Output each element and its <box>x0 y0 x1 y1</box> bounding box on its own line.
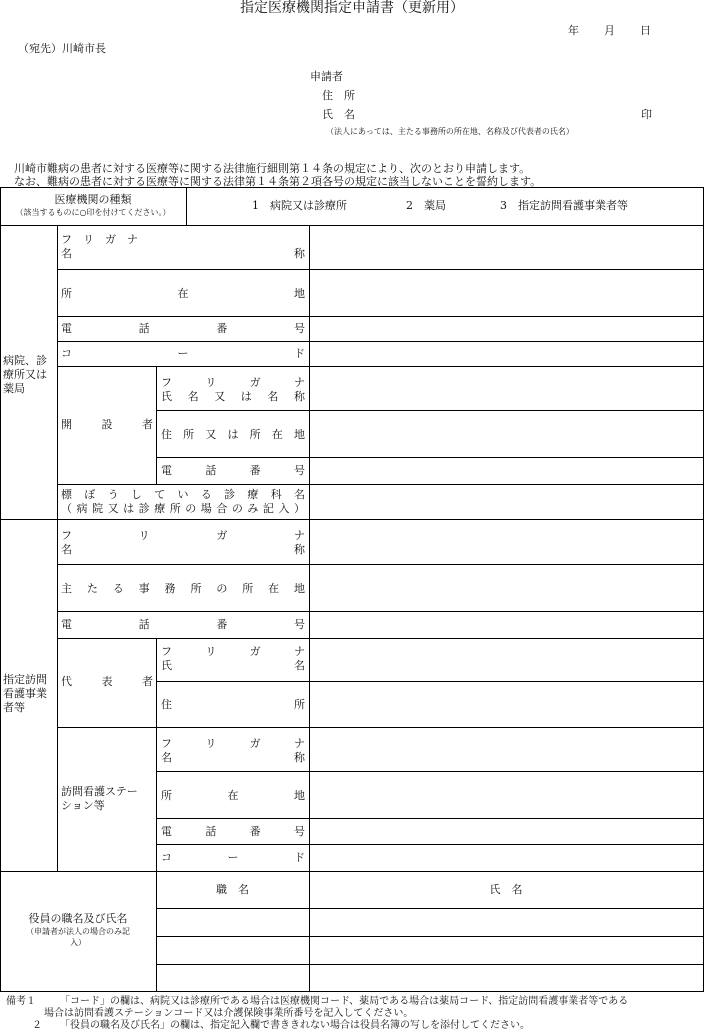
rep-address-input[interactable] <box>314 686 698 724</box>
hospital-code-input[interactable] <box>314 345 698 363</box>
page-title: 指定医療機関指定申請書（更新用） <box>240 0 464 16</box>
hospital-name-label: 名 称 <box>61 247 305 260</box>
station-code-input[interactable] <box>314 849 698 868</box>
seal-mark: 印 <box>641 108 652 121</box>
date-day: 日 <box>640 24 651 37</box>
nursing-office-input[interactable] <box>314 569 698 607</box>
founder-furigana-label: フ リ ガ ナ <box>161 376 305 389</box>
department-note: （病院又は診療所の場合のみ記入） <box>61 502 305 515</box>
kind-option-1[interactable]: 1 病院又は診療所 <box>252 199 347 212</box>
officers-col-title: 職 名 <box>216 883 249 896</box>
officers-note: （申請者が法人の場合のみ記 入） <box>26 927 130 947</box>
founder-name-label: 氏名又は名称 <box>161 390 305 403</box>
hospital-location-label: 所 在 地 <box>61 287 305 300</box>
officer-title-input[interactable] <box>160 939 305 961</box>
founder-address-label: 住所又は所在地 <box>161 428 305 441</box>
representative-label: 代 表 者 <box>61 675 153 688</box>
kind-option-3[interactable]: 3 指定訪問看護事業者等 <box>500 199 628 212</box>
rep-name-input[interactable] <box>314 643 698 678</box>
rep-address-label: 住 所 <box>161 698 305 711</box>
officer-name-input[interactable] <box>314 911 698 933</box>
remark-2-number: ２ <box>32 1020 42 1031</box>
station-phone-label: 電 話 番 号 <box>161 825 305 838</box>
addressee: （宛先）川崎市長 <box>18 42 106 55</box>
officers-col-name: 氏 名 <box>489 883 523 896</box>
hospital-phone-label: 電 話 番 号 <box>61 322 305 335</box>
rep-name-label: 氏 名 <box>161 659 305 672</box>
nursing-name-label: 名 称 <box>61 543 305 556</box>
station-location-label: 所 在 地 <box>161 789 305 802</box>
officer-name-input[interactable] <box>314 967 698 989</box>
kind-note: （該当するものに○印を付けてください。） <box>15 208 171 217</box>
department-label: 標ぼうしている診療科名 <box>61 488 305 501</box>
intro-line-1: 川崎市難病の患者に対する医療等に関する法律施行細則第１４条の規定により、次のとおり申請します。 <box>14 162 531 175</box>
date-year: 年 <box>568 24 579 37</box>
remark-2: 「役員の職名及び氏名」の欄は、指定記入欄で書ききれない場合は役員名簿の写しを添付してください。 <box>60 1020 530 1031</box>
founder-label: 開 設 者 <box>61 418 153 431</box>
hospital-location-input[interactable] <box>314 274 698 312</box>
station-code-label: コ ー ド <box>161 851 305 864</box>
nursing-phone-input[interactable] <box>314 616 698 635</box>
date-month: 月 <box>604 24 615 37</box>
founder-name-input[interactable] <box>314 370 698 406</box>
applicant-address-label: 住 所 <box>322 89 355 102</box>
officers-label: 役員の職名及び氏名 <box>28 912 128 925</box>
officer-title-input[interactable] <box>160 911 305 933</box>
hospital-furigana-label: フ リ ガ ナ <box>61 233 138 246</box>
station-name-input[interactable] <box>314 732 698 768</box>
applicant-note: （法人にあっては、主たる事務所の所在地、名称及び代表者の氏名） <box>326 127 574 136</box>
officer-name-input[interactable] <box>314 939 698 961</box>
rep-furigana-label: フ リ ガ ナ <box>161 645 305 658</box>
kind-label: 医療機関の種類 <box>54 193 132 206</box>
hospital-code-label: コ ー ド <box>61 347 305 360</box>
kind-option-2[interactable]: 2 薬局 <box>406 199 446 212</box>
station-location-input[interactable] <box>314 776 698 814</box>
remark-1b: 場合は訪問看護ステーションコード又は介護保険事業所番号を記入してください。 <box>44 1008 414 1019</box>
remarks-head: 備考１ <box>6 996 36 1007</box>
station-label: 訪問看護ステー ション等 <box>61 785 138 812</box>
applicant-label: 申請者 <box>310 70 343 83</box>
remark-1a: 「コード」の欄は、病院又は診療所である場合は医療機関コード、薬局である場合は薬局コード、指定訪問看護事業者等である <box>60 996 629 1007</box>
nursing-phone-label: 電 話 番 号 <box>61 618 305 631</box>
hospital-name-input[interactable] <box>314 230 698 266</box>
officer-title-input[interactable] <box>160 967 305 989</box>
hospital-section-label: 病院、診 療所又は 薬局 <box>3 354 47 395</box>
founder-address-input[interactable] <box>314 415 698 453</box>
applicant-name-label: 氏 名 <box>322 108 355 121</box>
station-name-label: 名 称 <box>161 751 305 764</box>
nursing-name-input[interactable] <box>314 524 698 560</box>
founder-phone-input[interactable] <box>314 461 698 481</box>
hospital-phone-input[interactable] <box>314 320 698 338</box>
station-phone-input[interactable] <box>314 823 698 841</box>
station-furigana-label: フ リ ガ ナ <box>161 737 305 750</box>
nursing-office-label: 主たる事務所の所在地 <box>61 582 305 595</box>
nursing-furigana-label: フ リ ガ ナ <box>61 529 305 542</box>
founder-phone-label: 電 話 番 号 <box>161 464 305 477</box>
nursing-section-label: 指定訪問 看護事業 者等 <box>3 673 47 714</box>
department-input[interactable] <box>314 488 698 516</box>
intro-line-2: なお、難病の患者に対する医療等に関する法律第１４条第２項各号の規定に該当しないことを誓約します。 <box>14 175 542 188</box>
